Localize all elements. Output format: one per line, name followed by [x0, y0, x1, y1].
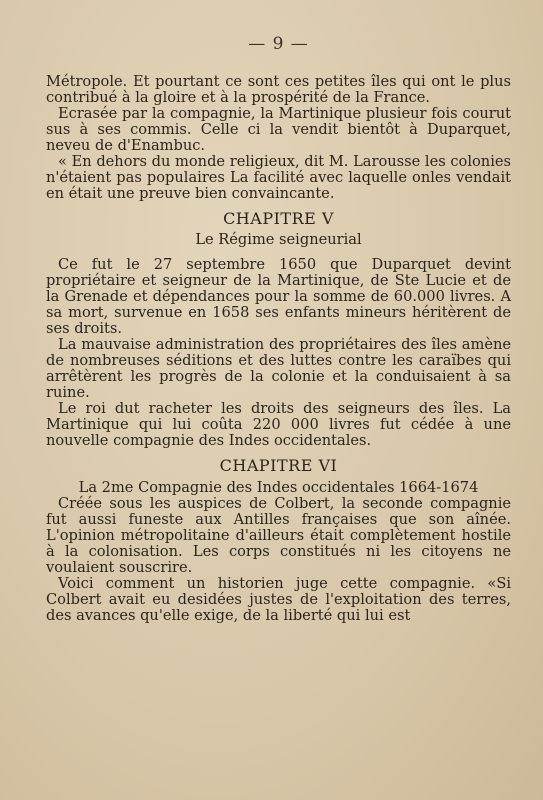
paragraph-2: Ecrasée par la compagnie, la Martinique plusieur fois courut sus à ses commis. Celle ci la vendit bientôt à Duparquet, neveu de d'Enambuc.: [46, 105, 511, 154]
paragraph-6: Le roi dut racheter les droits des seigneurs des îles. La Martinique qui lui coûta 220 000 livres fut cédée à une nouvelle compagnie des Indes occidentales.: [46, 400, 511, 449]
page-number: — 9 —: [248, 34, 309, 54]
chapter-6-subtitle: La 2me Compagnie des Indes occidentales 1664-1674: [78, 479, 479, 496]
paragraph-8: Voici comment un historien juge cette compagnie. «Si Colbert avait eu desidées justes de l'exploitation des terres, des avances qu'elle exige, de la liberté qui lui est: [46, 575, 511, 624]
paragraph-7: Créée sous les auspices de Colbert, la seconde compagnie fut aussi funeste aux Antilles françaises que son aînée. L'opinion métropolitaine d'ailleurs était complètement hostile à la colonisation. Les corps constitués ni les citoyens ne voulaient souscrire.: [46, 495, 511, 576]
paragraph-1: Métropole. Et pourtant ce sont ces petites îles qui ont le plus contribué à la gloire et à la prospérité de la France.: [46, 73, 511, 106]
paragraph-5: La mauvaise administration des propriétaires des îles amène de nombreuses séditions et des luttes contre les caraïbes qui arrêtèrent les progrès de la colonie et la conduisaient à sa ruine.: [46, 336, 511, 401]
paragraph-4: Ce fut le 27 septembre 1650 que Duparquet devint propriétaire et seigneur de la Martinique, de Ste Lucie et de la Grenade et dépendances pour la somme de 60.000 livres. A sa mort, survenue en 1658 ses enfants mineurs héritèrent de ses droits.: [46, 256, 511, 337]
paragraph-3: « En dehors du monde religieux, dit M. Larousse les colonies n'étaient pas populaires La facilité avec laquelle onles vendait en était une preuve bien convaincante.: [46, 153, 511, 202]
chapter-5-subtitle: Le Régime seigneurial: [195, 231, 362, 248]
chapter-6-title: CHAPITRE VI: [219, 456, 338, 475]
chapter-5-title: CHAPITRE V: [223, 209, 334, 228]
document-page: [46, 34, 511, 624]
